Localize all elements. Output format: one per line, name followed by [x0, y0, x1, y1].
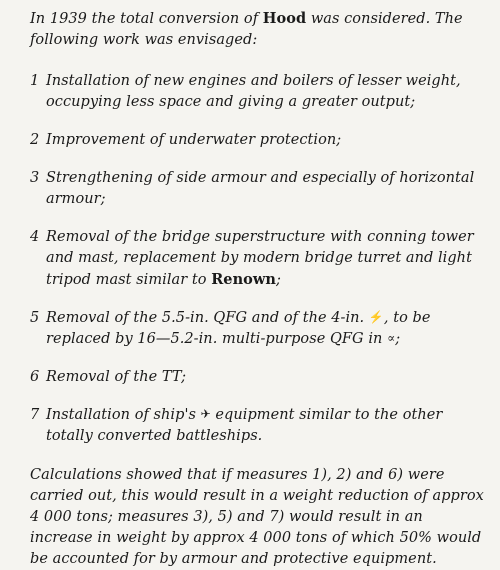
item-text-end: ; [395, 331, 401, 347]
item-number: 7 [30, 407, 40, 423]
item-number: 3 [30, 170, 40, 186]
intro-text-continued: was considered. The following work was envisaged: [30, 11, 463, 48]
intro-text: In 1939 the total conversion of [30, 11, 263, 27]
item-number: 4 [30, 229, 40, 245]
item-text: Removal of the TT; [46, 369, 187, 385]
anti-aircraft-symbol-icon: ⚡ [368, 310, 384, 324]
item-text: Improvement of underwater protection; [46, 132, 342, 148]
item-text: Installation of ship's [46, 407, 201, 423]
measures-list [30, 71, 486, 447]
ship-name-hood: Hood [262, 10, 307, 27]
list-item [30, 405, 486, 447]
list-item [30, 130, 486, 151]
item-text: Removal of the bridge superstructure with conning tower and mast, replacement by modern bridge turret and light tripod mast similar to [46, 229, 474, 288]
conclusion-paragraph: Calculations showed that if measures 1), 2) and 6) were carried out, this would result in a weight reduction of approx 4 000 tons; measures 3), 5) and 7) would result in an increase in weight by approx 4 000 tons of which 50% would be accounted for by armour and protective equipment. [30, 467, 484, 567]
item-text: Removal of the 5.5-in. QFG and of the 4-in. [46, 310, 369, 326]
item-text: Strengthening of side armour and especially of horizontal armour; [46, 170, 475, 207]
list-item [30, 308, 486, 350]
item-text-continued: equipment similar to the other totally converted battleships. [46, 407, 443, 444]
turret-symbol-icon: ∝ [387, 331, 396, 345]
list-item [30, 71, 486, 113]
item-text-end: ; [276, 272, 281, 288]
list-item [30, 367, 486, 388]
item-number: 6 [30, 369, 40, 385]
ship-name-renown: Renown [211, 271, 277, 288]
list-item [30, 227, 486, 291]
list-item [30, 168, 486, 210]
item-number: 1 [30, 73, 40, 89]
item-number: 5 [30, 310, 40, 326]
item-text: Installation of new engines and boilers of lesser weight, occupying less space and giving a greater output; [46, 73, 461, 110]
intro-paragraph [30, 8, 486, 51]
aircraft-symbol-icon: ✈ [200, 407, 211, 421]
item-number: 2 [30, 132, 40, 148]
item-text-continued: , to be replaced by 16—5.2-in. multi-purpose QFG in [46, 310, 431, 347]
